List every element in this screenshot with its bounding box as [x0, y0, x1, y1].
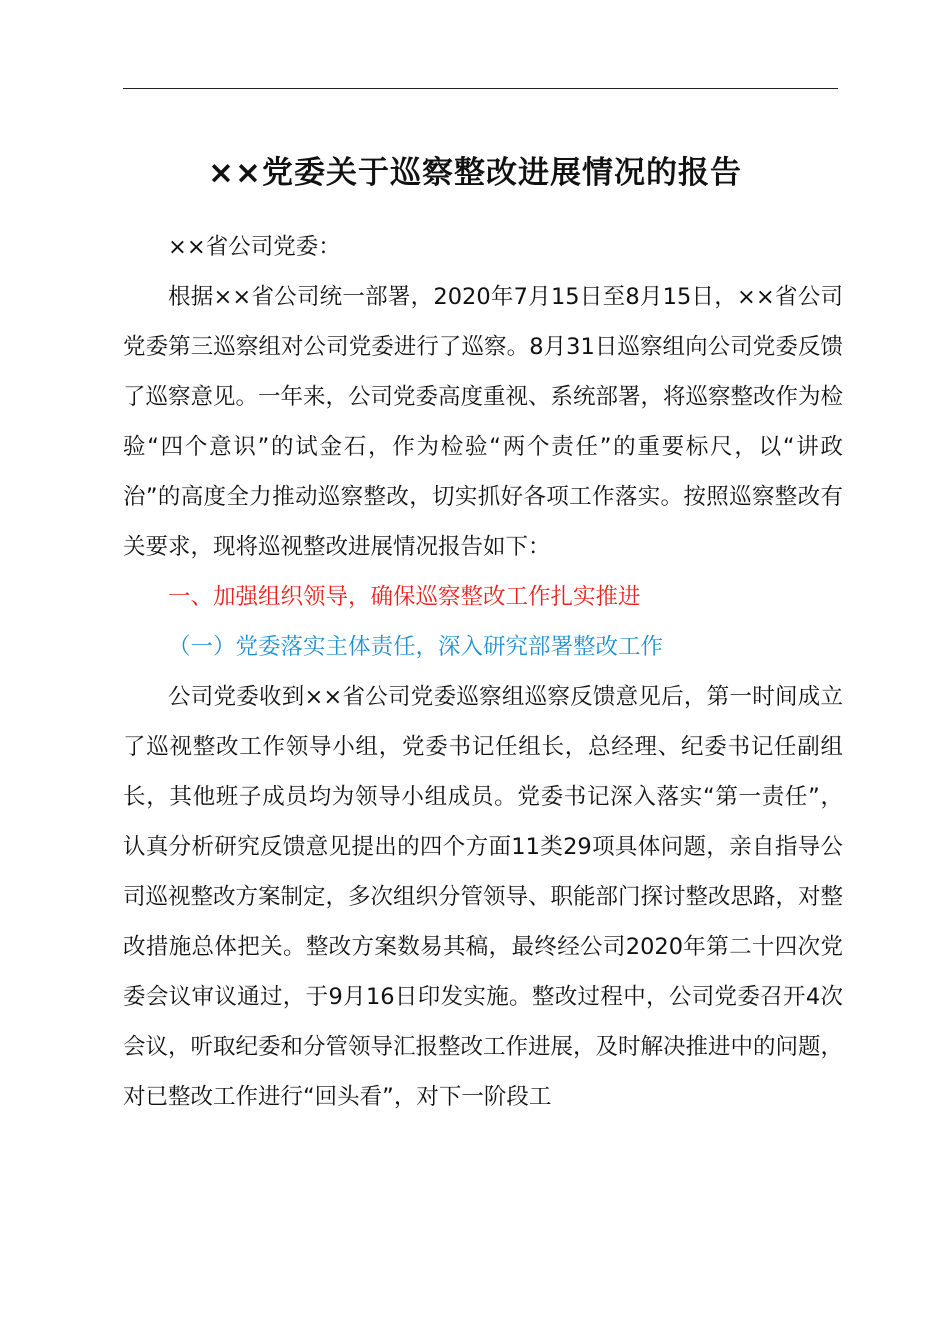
document-title: ××党委关于巡察整改进展情况的报告	[208, 155, 742, 191]
salutation: ××省公司党委：	[168, 234, 341, 260]
document-body	[123, 222, 843, 1122]
section-heading: 一、加强组织领导，确保巡察整改工作扎实推进	[168, 584, 641, 610]
intro-paragraph: 根据××省公司统一部署，2020年7月15日至8月15日，××省公司党委第三巡察组对公司党委进行了巡察。8月31日巡察组向公司党委反馈了巡察意见。一年来，公司党委高度重视、系统部署，将巡察整改作为检验“四个意识”的试金石，作为检验“两个责任”的重要标尺，以“讲政治”的高度全力推动巡察整改，切实抓好各项工作落实。按照巡察整改有关要求，现将巡视整改进展情况报告如下：	[123, 284, 844, 560]
body-paragraph: 公司党委收到××省公司党委巡察组巡察反馈意见后，第一时间成立了巡视整改工作领导小组，党委书记任组长，总经理、纪委书记任副组长，其他班子成员均为领导小组成员。党委书记深入落实“第一责任”，认真分析研究反馈意见提出的四个方面11类29项具体问题，亲自指导公司巡视整改方案制定，多次组织分管领导、职能部门探讨整改思路，对整改措施总体把关。整改方案数易其稿，最终经公司2020年第二十四次党委会议审议通过，于9月16日印发实施。整改过程中，公司党委召开4次会议，听取纪委和分管领导汇报整改工作进展，及时解决推进中的问题，对已整改工作进行“回头看”，对下一阶段工	[123, 684, 844, 1110]
header-rule	[123, 88, 838, 89]
subsection-heading: （一）党委落实主体责任，深入研究部署整改工作	[168, 634, 664, 660]
